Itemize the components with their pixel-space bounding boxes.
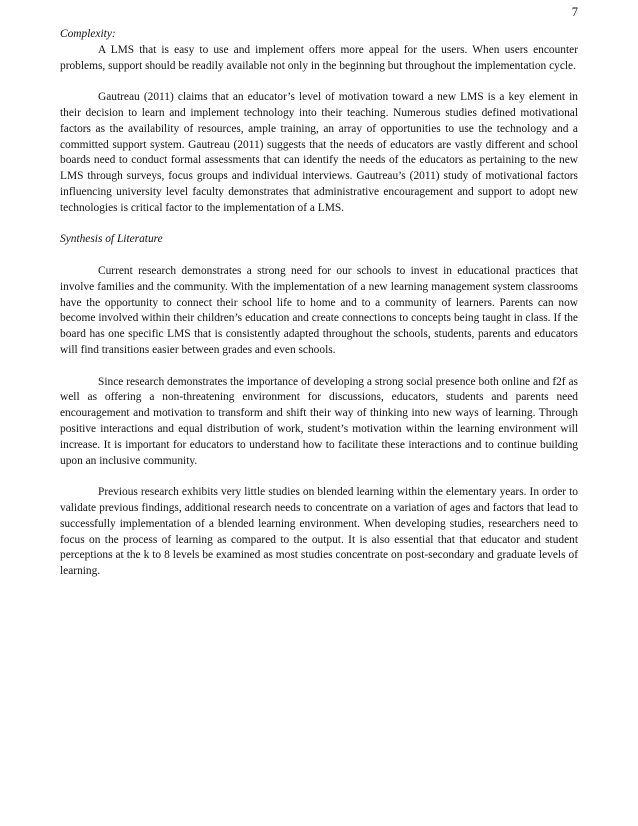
paragraph: A LMS that is easy to use and implement offers more appeal for the users. When users encounter problems, support should be readily available not only in the beginning but throughout the implementation cycle. [60,43,578,72]
paragraph-gap [60,217,578,233]
paragraph-gap [60,359,578,375]
paragraph-gap [60,248,578,264]
section-heading-complexity: Complexity: [60,28,116,40]
section-heading-synthesis: Synthesis of Literature [60,233,163,246]
paragraph: Previous research exhibits very little studies on blended learning within the elementary years. In order to validate previous findings, additional research needs to concentrate on a variation of ages and factors that lead to successfully implementation of a blended learning environment. When developing studies, researchers need to focus on the process of learning as compared to the output. It is also essential that that educator and student perceptions at the k to 8 levels be examined as most studies concentrate on post-secondary and graduate levels of learning. [60,486,578,578]
paragraph: Current research demonstrates a strong need for our schools to invest in educational practices that involve families and the community. With the implementation of a new learning management system classrooms have the opportunity to connect their school life to home and to a community of learners. Parents can now become involved within their children’s education and create connections to concepts being taught in class. If the board has one specific LMS that is consistently adapted throughout the schools, students, parents and educators will find transitions easier between grades and even schools. [60,264,578,356]
paragraph: Since research demonstrates the importance of developing a strong social presence both online and f2f as well as offering a non-threatening environment for discussions, educators, students and parents need encouragement and motivation to transform and shift their way of thinking into new ways of learning. Through positive interactions and equal distribution of work, student’s motivation within the learning environment will increase. It is important for educators to understand how to facilitate these interactions and to continue building upon an inclusive community. [60,375,578,467]
document-body [60,27,578,580]
paragraph: Gautreau (2011) claims that an educator’s level of motivation toward a new LMS is a key element in their decision to learn and implement technology into their teaching. Numerous studies defined motivational factors as the availability of resources, ample training, an array of opportunities to use the technology and a committed support system. Gautreau (2011) suggests that the needs of educators are vastly different and school boards need to conduct formal assessments that can identify the needs of the educators as pertaining to the new LMS through surveys, focus groups and individual interviews. Gautreau’s (2011) study of motivational factors influencing university level faculty demonstrates that administrative encouragement and support to adopt new technologies is critical factor to the implementation of a LMS. [60,91,578,214]
paragraph-gap [60,469,578,485]
paragraph-gap [60,74,578,90]
page-number: 7 [571,5,578,19]
